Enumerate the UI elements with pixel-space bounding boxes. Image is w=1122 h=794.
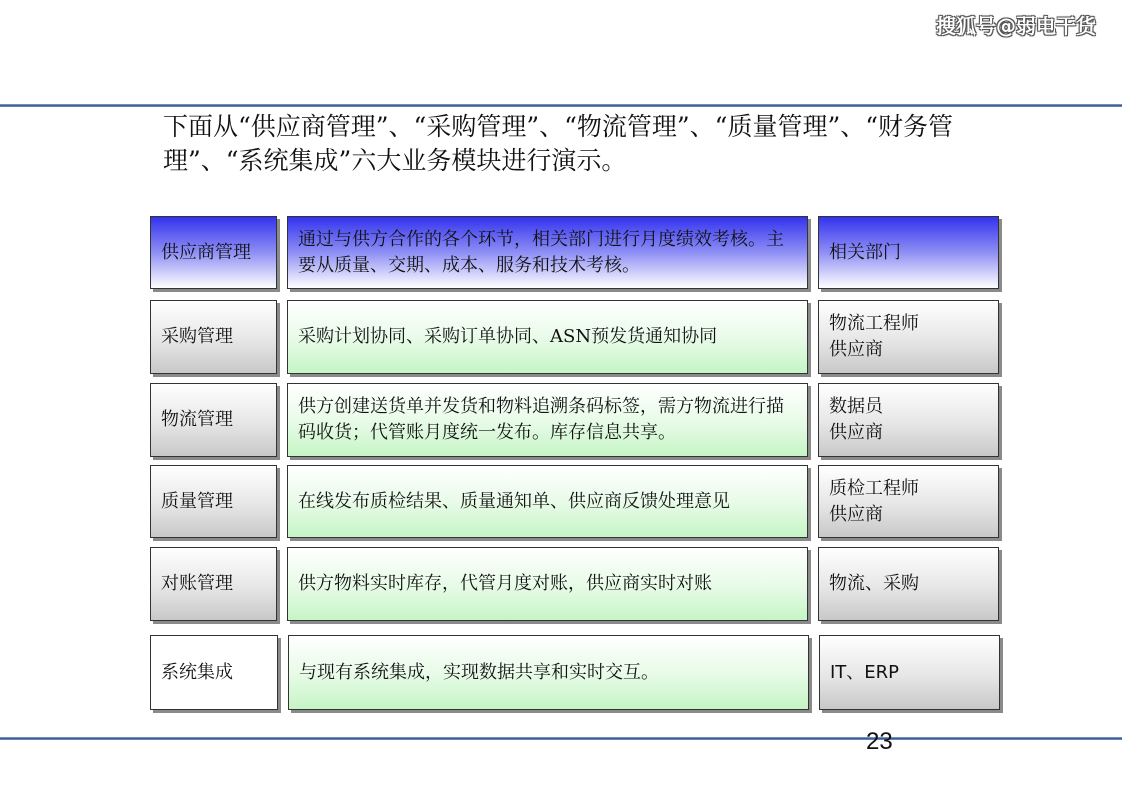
top-divider — [0, 104, 1122, 107]
module-cell-logistics: 物流管理 — [150, 383, 277, 457]
roles-cell-purchasing: 物流工程师 供应商 — [818, 300, 999, 374]
bottom-divider — [0, 737, 1122, 740]
intro-text: 下面从“供应商管理”、“采购管理”、“物流管理”、“质量管理”、“财务管理”、“系统集成”六大业务模块进行演示。 — [163, 112, 954, 175]
roles-cell-supplier: 相关部门 — [818, 216, 999, 289]
roles-cell-logistics: 数据员 供应商 — [818, 383, 999, 457]
description-cell-logistics: 供方创建送货单并发货和物料追溯条码标签，需方物流进行描码收货；代管账月度统一发布。库存信息共享。 — [287, 383, 808, 457]
module-cell-purchasing: 采购管理 — [150, 300, 277, 374]
roles-cell-quality: 质检工程师 供应商 — [818, 465, 999, 538]
description-cell-integration: 与现有系统集成，实现数据共享和实时交互。 — [288, 635, 809, 710]
roles-cell-integration: IT、ERP — [819, 635, 1000, 710]
description-cell-reconciliation: 供方物料实时库存，代管月度对账，供应商实时对账 — [287, 547, 808, 621]
description-cell-quality: 在线发布质检结果、质量通知单、供应商反馈处理意见 — [287, 465, 808, 538]
description-cell-purchasing: 采购计划协同、采购订单协同、ASN预发货通知协同 — [287, 300, 808, 374]
page-number: 23 — [866, 728, 893, 755]
roles-cell-reconciliation: 物流、采购 — [818, 547, 999, 621]
description-cell-supplier: 通过与供方合作的各个环节，相关部门进行月度绩效考核。主要从质量、交期、成本、服务和技术考核。 — [287, 216, 808, 289]
module-cell-supplier: 供应商管理 — [150, 216, 277, 289]
watermark: 搜狐号@弱电干货 — [936, 14, 1096, 38]
module-cell-quality: 质量管理 — [150, 465, 277, 538]
module-cell-integration: 系统集成 — [150, 635, 278, 710]
module-cell-reconciliation: 对账管理 — [150, 547, 277, 621]
